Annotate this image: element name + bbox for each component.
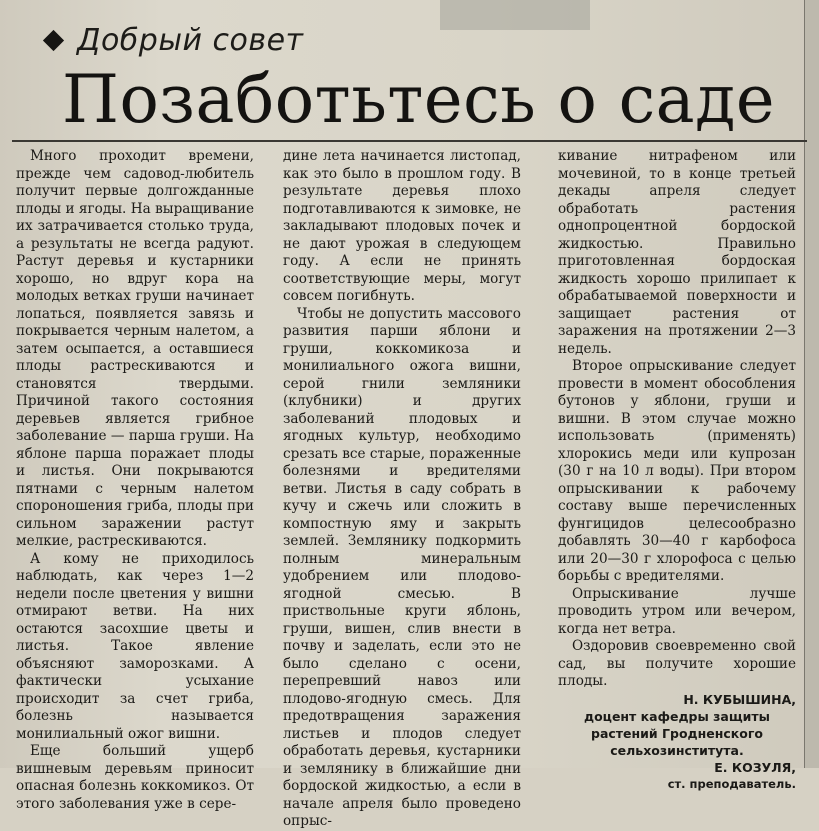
page-edge — [804, 0, 819, 768]
rubric-label: Добрый совет — [77, 22, 304, 58]
printed-smudge — [440, 0, 590, 30]
paragraph: дине лета начинается листопад, как это было в прошлом году. В результате деревья плохо подготавливаются к зимовке, не закладывают плодовых почек и не дают урожая в следующем году. А если не принять соответствующие меры, могут совсем погибнуть. — [283, 148, 521, 304]
paragraph: Второе опрыскивание следует провести в момент обособления бутонов у яблони, груши и вишни. В этом случае можно использовать (применять) хлорокись меди или купрозан (30 г на 10 л воды). При втором опрыскивании к рабочему составу выше перечисленных фунгицидов целесообразно добавлять 30—40 г карбофоса или 20—30 г хлорофоса с целью борьбы с вредителями. — [558, 358, 796, 584]
diamond-bullet-icon — [43, 29, 64, 50]
paragraph: Еще больший ущерб вишневым деревьям приносит опасная болезнь коккомикоз. От этого заболевания уже в сере- — [16, 743, 254, 812]
paragraph: А кому не приходилось наблюдать, как через 1—2 недели после цветения у вишни отмирают ветви. На них остаются засохшие цветы и листья. Такое явление объясняют заморозками. А фактически усыхание происходит за счет гриба, болезнь называется монилиальный ожог вишни. — [16, 550, 254, 742]
author-2-role: ст. преподаватель. — [667, 776, 796, 791]
article-column-3 — [558, 148, 796, 793]
article-headline: Позаботьтесь о саде — [62, 61, 776, 138]
author-2-name: Е. КОЗУЛЯ, — [714, 759, 796, 775]
rubric — [46, 20, 304, 60]
article-column-2 — [283, 148, 521, 831]
paragraph: кивание нитрафеном или мочевиной, то в конце третьей декады апреля следует обработать растения однопроцентной бордоской жидкостью. Правильно приготовленная бордоская жидкость хорошо прилипает к обрабатываемой поверхности и защищает растения от заражения на протяжении 2—3 недель. — [558, 148, 796, 357]
paragraph: Опрыскивание лучше проводить утром или вечером, когда нет ветра. — [558, 585, 796, 637]
paragraph: Чтобы не допустить массового развития парши яблони и груши, коккомикоза и монилиального ожога вишни, серой гнили земляники (клубники) и других заболеваний плодовых и ягодных культур, необходимо срезать все старые, пораженные болезнями и вредителями ветви. Листья в саду собрать в кучу и сжечь или сложить в компостную яму и закрыть землей. Землянику подкормить полным минеральным удобрением или плодово-ягодной смесью. В приствольные круги яблонь, груши, вишен, слив внести в почву и заделать, если это не было сделано с осени, перепревший навоз или плодово-ягодную смесь. Для предотвращения заражения листьев и плодов следует обработать деревья, кустарники и землянику в ближайшие дни бордоской жидкостью, а если в начале апреля было проведено опрыс- — [283, 305, 521, 829]
paragraph: Оздоровив своевременно свой сад, вы получите хорошие плоды. — [558, 638, 796, 689]
author-1-name: Н. КУБЫШИНА, — [683, 691, 796, 707]
author-1-role: доцент кафедры защиты растений Гродненского сельхозинститута. — [584, 708, 770, 758]
article-column-1 — [16, 148, 254, 813]
paragraph: Много проходит времени, прежде чем садовод-любитель получит первые долгожданные плоды и ягоды. На выращивание их затрачивается столько труда, а результаты не всегда радуют. Растут деревья и кустарники хорошо, но вдруг кора на молодых ветках груши начинает лопаться, появляется завязь и покрывается черным налетом, а затем осыпается, а оставшиеся плоды растрескиваются и становятся твердыми. Причиной такого состояния деревьев является грибное заболевание — парша груши. На яблоне парша поражает плоды и листья. Они покрываются пятнами с черным налетом спороношения гриба, плоды при сильном заражении растут мелкие, растрескиваются. — [16, 148, 254, 549]
headline-divider — [12, 140, 807, 142]
